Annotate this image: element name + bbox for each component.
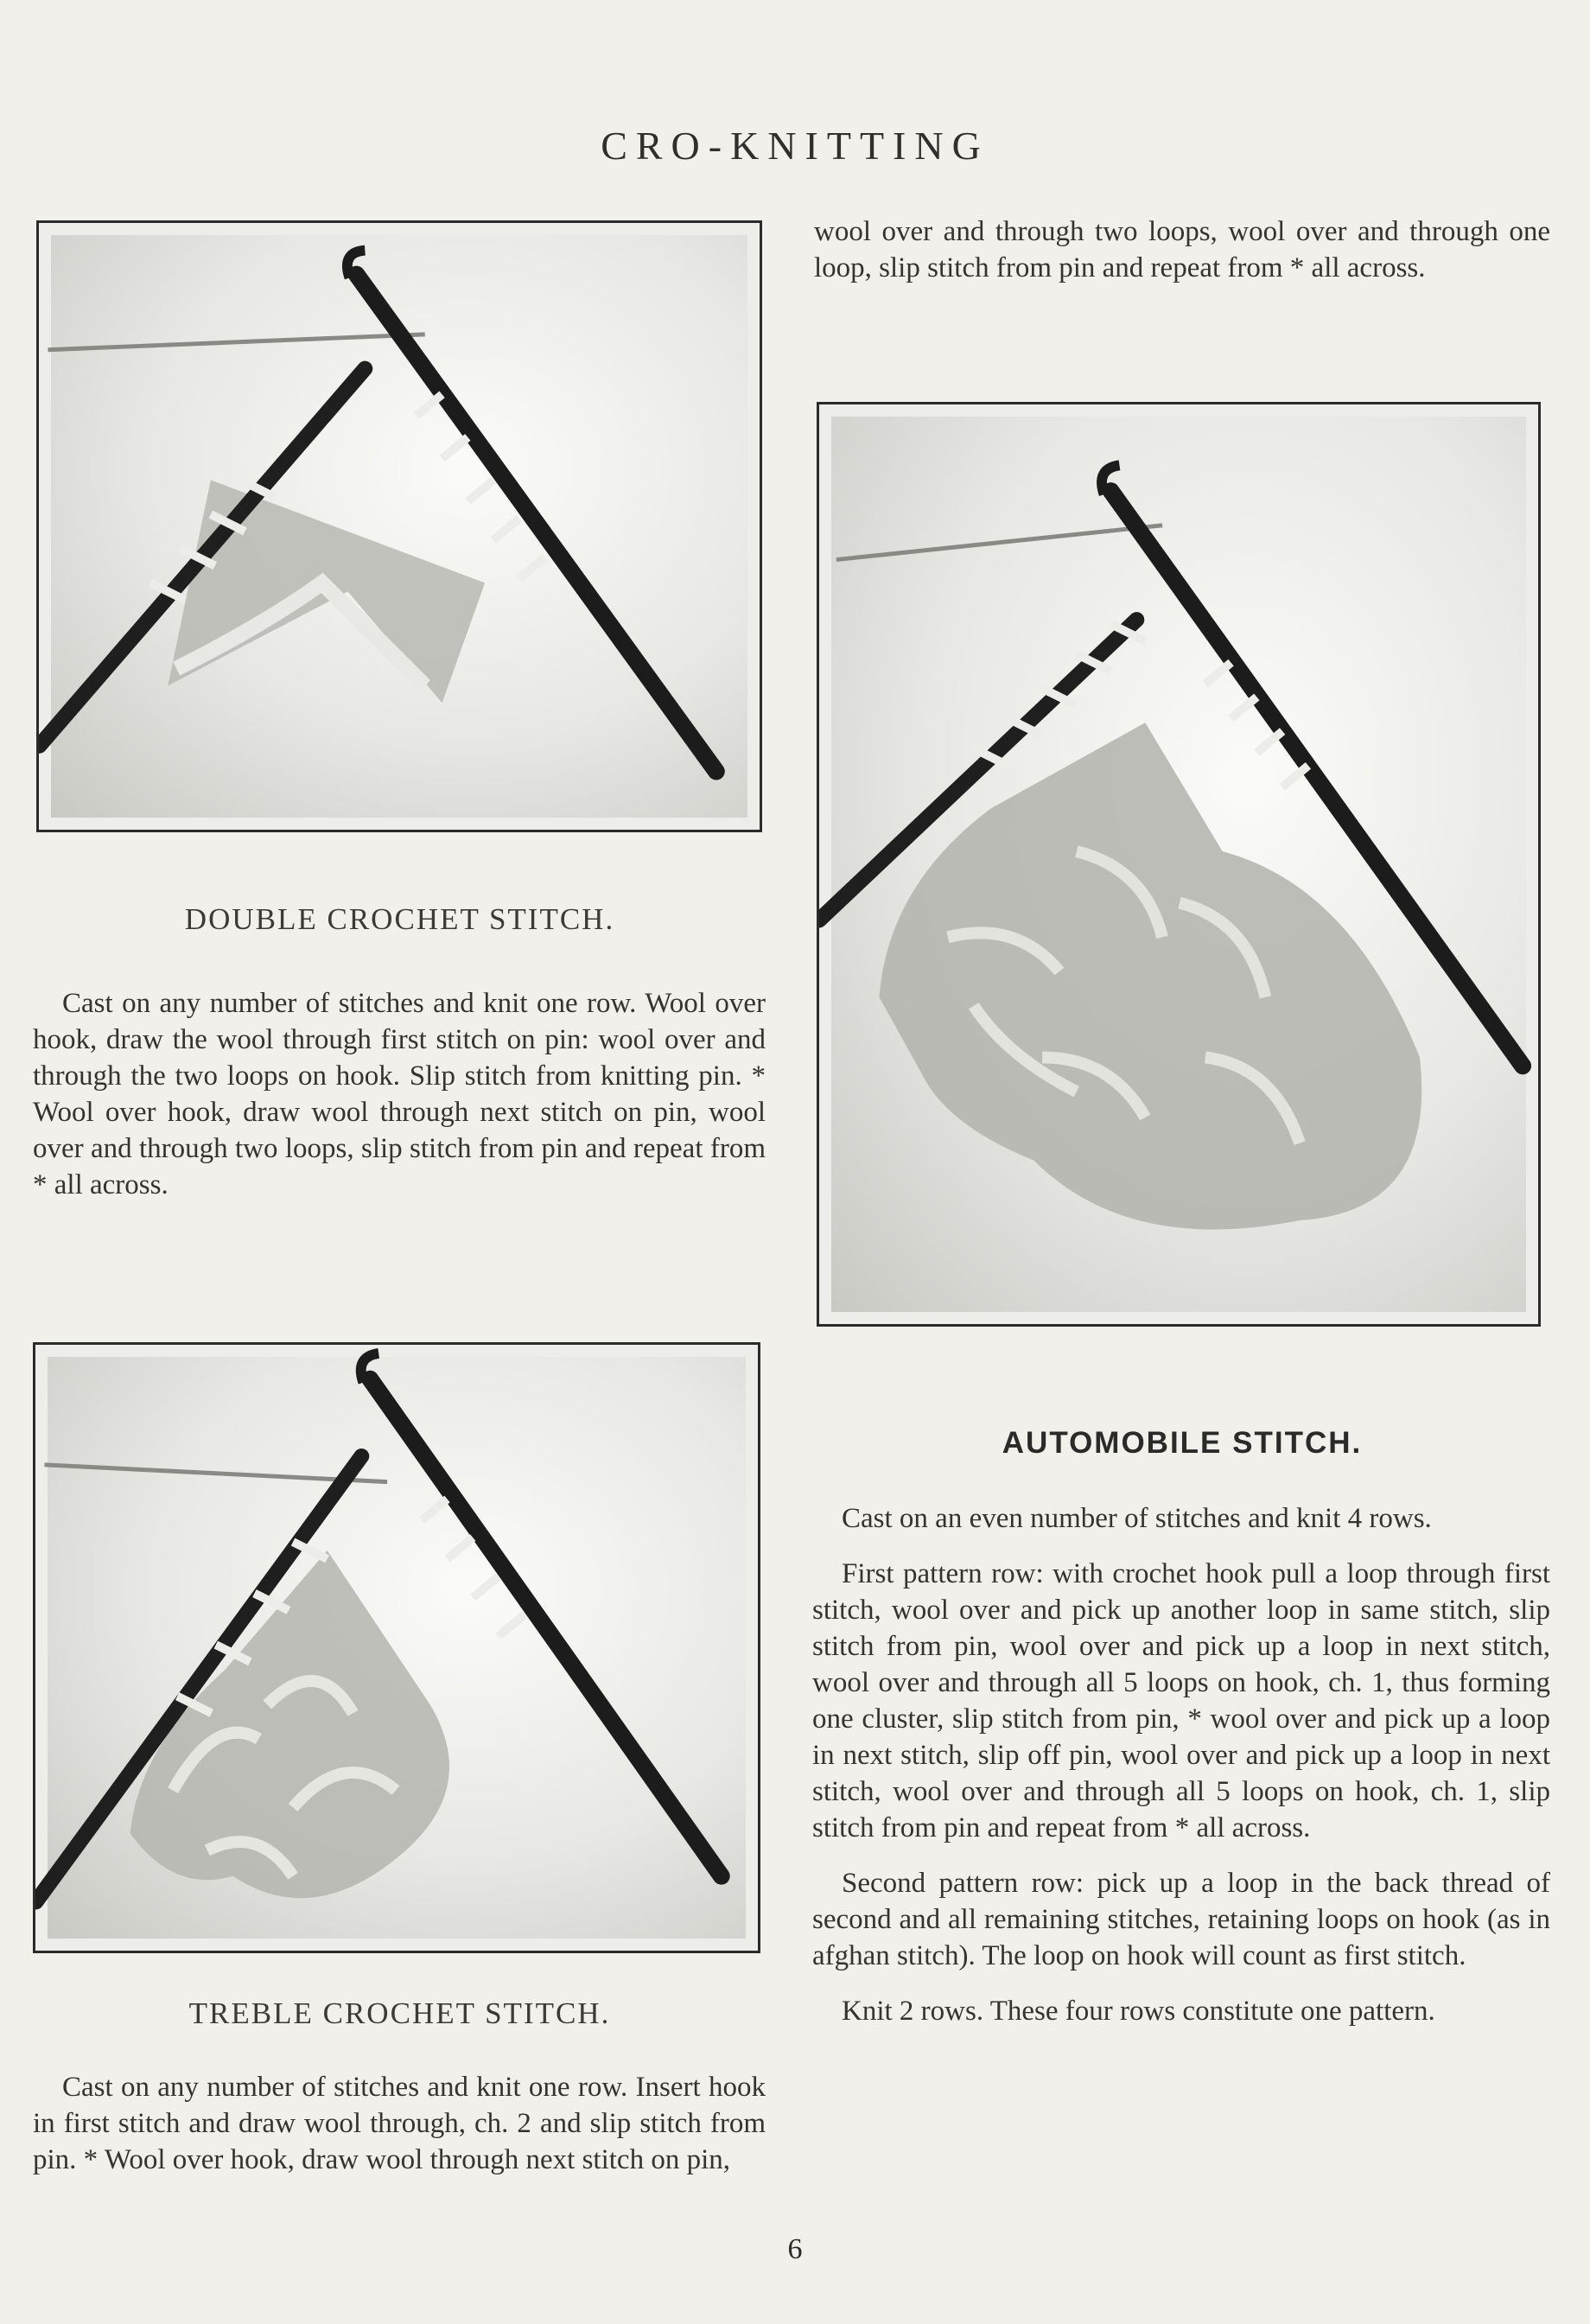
automobile-paragraph-4: Knit 2 rows. These four rows constitute one pattern.: [842, 1996, 1435, 2027]
automobile-paragraph-1: Cast on an even number of stitches and knit 4 rows.: [842, 1503, 1432, 1534]
automobile-stitch-heading: AUTOMOBILE STITCH.: [1002, 1426, 1363, 1460]
treble-crochet-photo: [33, 1342, 760, 1953]
double-crochet-heading: DOUBLE CROCHET STITCH.: [184, 902, 615, 936]
automobile-stitch-illustration: [819, 404, 1538, 1324]
page-number: 6: [787, 2233, 803, 2265]
treble-crochet-heading: TREBLE CROCHET STITCH.: [188, 1996, 611, 2030]
page-title: CRO-KNITTING: [601, 124, 989, 168]
double-crochet-photo: [36, 220, 762, 832]
automobile-stitch-body: [812, 1500, 1550, 2029]
treble-crochet-paragraph: Cast on any number of stitches and knit one row. Insert hook in first stitch and draw wool through, ch. 2 and slip stitch from pin. * Wool over hook, draw wool through next stitch on pin,: [33, 2072, 766, 2175]
double-crochet-paragraph: Cast on any number of stitches and knit one row. Wool over hook, draw the wool through first stitch on pin: wool over and through the two loops on hook. Slip stitch from knitting pin. * Wool over hook, draw wool through next stitch on pin, wool over and through two loops, slip stitch from pin and repeat from * all across.: [33, 988, 766, 1200]
treble-crochet-illustration: [35, 1345, 758, 1951]
double-crochet-illustration: [39, 223, 760, 830]
continuation-paragraph: wool over and through two loops, wool over and through one loop, slip stitch from pin and repeat from * all across.: [814, 216, 1550, 283]
automobile-paragraph-3: Second pattern row: pick up a loop in the back thread of second and all remaining stitches, retaining loops on hook (as in afghan stitch). The loop on hook will count as first stitch.: [812, 1868, 1550, 1971]
automobile-paragraph-2: First pattern row: with crochet hook pull a loop through first stitch, wool over and pick up another loop in same stitch, slip stitch from pin, wool over and pick up a loop in next stitch, wool over and through all 5 loops on hook, ch. 1, thus forming one cluster, slip stitch from pin, * wool over and pick up a loop in next stitch, slip off pin, wool over and pick up a loop in next stitch, wool over and through all 5 loops on hook, ch. 1, slip stitch from pin and repeat from * all across.: [812, 1558, 1550, 1843]
automobile-stitch-photo: [817, 402, 1541, 1327]
